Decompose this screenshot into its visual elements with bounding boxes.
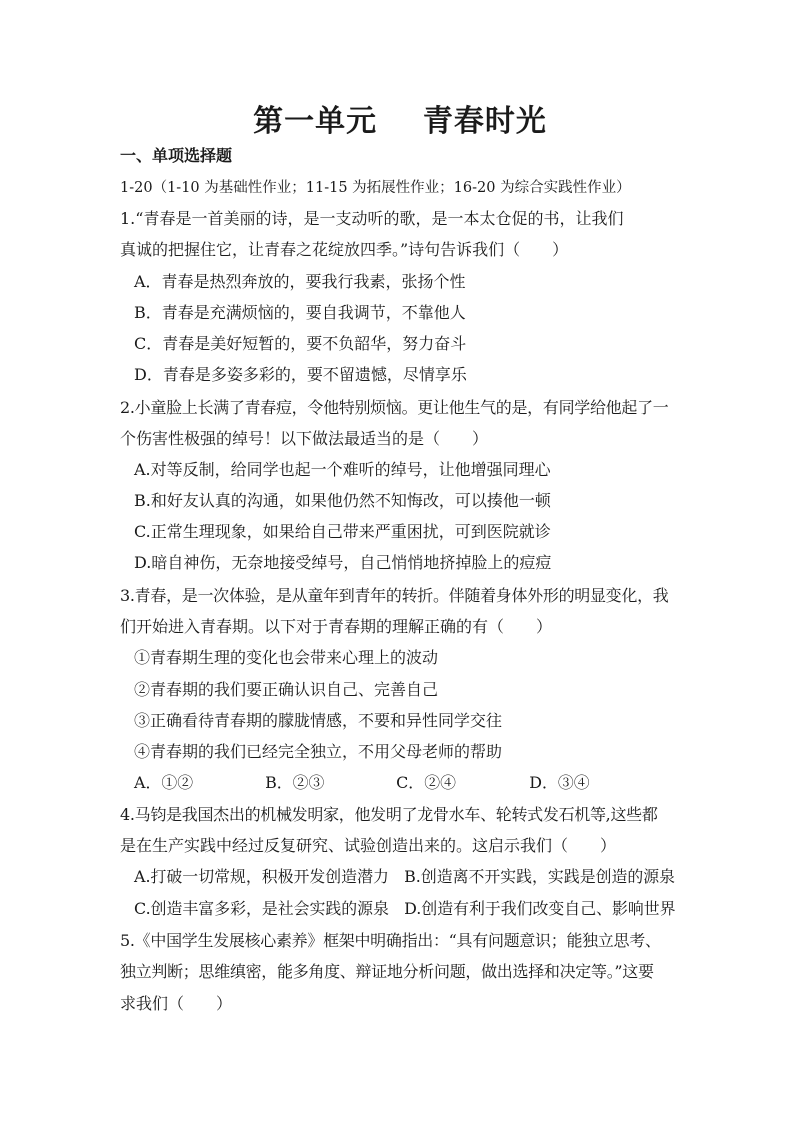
question-1-option-b: B．青春是充满烦恼的，要自我调节，不靠他人 — [134, 303, 466, 322]
question-1-option-a: A．青春是热烈奔放的，要我行我素，张扬个性 — [134, 272, 466, 291]
question-2-line-2: 个伤害性极强的绰号！以下做法最适当的是（ ） — [120, 429, 489, 448]
question-5-line-1: 5.《中国学生发展核心素养》框架中明确指出：“具有问题意识；能独立思考、 — [120, 931, 661, 950]
question-3-statement-1: ①青春期生理的变化也会带来心理上的波动 — [134, 648, 439, 667]
question-4-option-d: D.创造有利于我们改变自己、影响世界 — [404, 899, 676, 918]
question-1-line-2: 真诚的把握住它，让青春之花绽放四季。”诗句告诉我们（ ） — [120, 240, 569, 259]
question-2-option-b: B.和好友认真的沟通，如果他仍然不知悔改，可以揍他一顿 — [134, 491, 551, 510]
question-4-option-a: A.打破一切常规，积极开发创造潜力 — [134, 867, 389, 886]
question-2-line-1: 2.小童脸上长满了青春痘，令他特别烦恼。更让他生气的是，有同学给他起了一 — [120, 398, 669, 417]
page-title: 第一单元 青春时光 — [253, 104, 547, 139]
question-5-line-3: 求我们（ ） — [120, 994, 233, 1013]
question-1-line-1: 1.“青春是一首美丽的诗，是一支动听的歌，是一本太仓促的书，让我们 — [120, 209, 624, 228]
question-3-option-c: C．②④ — [396, 773, 456, 792]
question-3-statement-4: ④青春期的我们已经完全独立，不用父母老师的帮助 — [134, 742, 503, 761]
question-1-option-d: D．青春是多姿多彩的，要不留遗憾，尽情享乐 — [134, 365, 467, 384]
question-3-line-2: 们开始进入青春期。以下对于青春期的理解正确的有（ ） — [120, 617, 553, 636]
question-3-option-b: B．②③ — [265, 773, 325, 792]
question-3-option-d: D．③④ — [529, 773, 590, 792]
section-heading: 一、单项选择题 — [120, 146, 233, 165]
assignment-note: 1-20（1-10 为基础性作业；11-15 为拓展性作业；16-20 为综合实践性作业） — [120, 180, 631, 196]
question-5-line-2: 独立判断；思维缜密，能多角度、辩证地分析问题，做出选择和决定等。”这要 — [120, 962, 654, 981]
question-4-line-2: 是在生产实践中经过反复研究、试验创造出来的。这启示我们（ ） — [120, 836, 617, 855]
question-2-option-d: D.暗自神伤，无奈地接受绰号，自己悄悄地挤掉脸上的痘痘 — [134, 553, 552, 572]
question-1-option-c: C．青春是美好短暂的，要不负韶华，努力奋斗 — [134, 334, 467, 353]
question-4-option-b: B.创造离不开实践，实践是创造的源泉 — [404, 867, 676, 886]
question-3-statement-3: ③正确看待青春期的朦胧情感，不要和异性同学交往 — [134, 711, 503, 730]
question-3-option-a: A．①② — [134, 773, 194, 792]
question-4-option-c: C.创造丰富多彩，是社会实践的源泉 — [134, 899, 389, 918]
question-2-option-c: C.正常生理现象，如果给自己带来严重困扰，可到医院就诊 — [134, 522, 551, 541]
question-3-line-1: 3.青春，是一次体验，是从童年到青年的转折。伴随着身体外形的明显变化，我 — [120, 586, 669, 605]
question-2-option-a: A.对等反制，给同学也起一个难听的绰号，让他增强同理心 — [134, 460, 551, 479]
question-4-line-1: 4.马钧是我国杰出的机械发明家，他发明了龙骨水车、轮转式发石机等,这些都 — [120, 805, 658, 824]
question-3-statement-2: ②青春期的我们要正确认识自己、完善自己 — [134, 680, 439, 699]
